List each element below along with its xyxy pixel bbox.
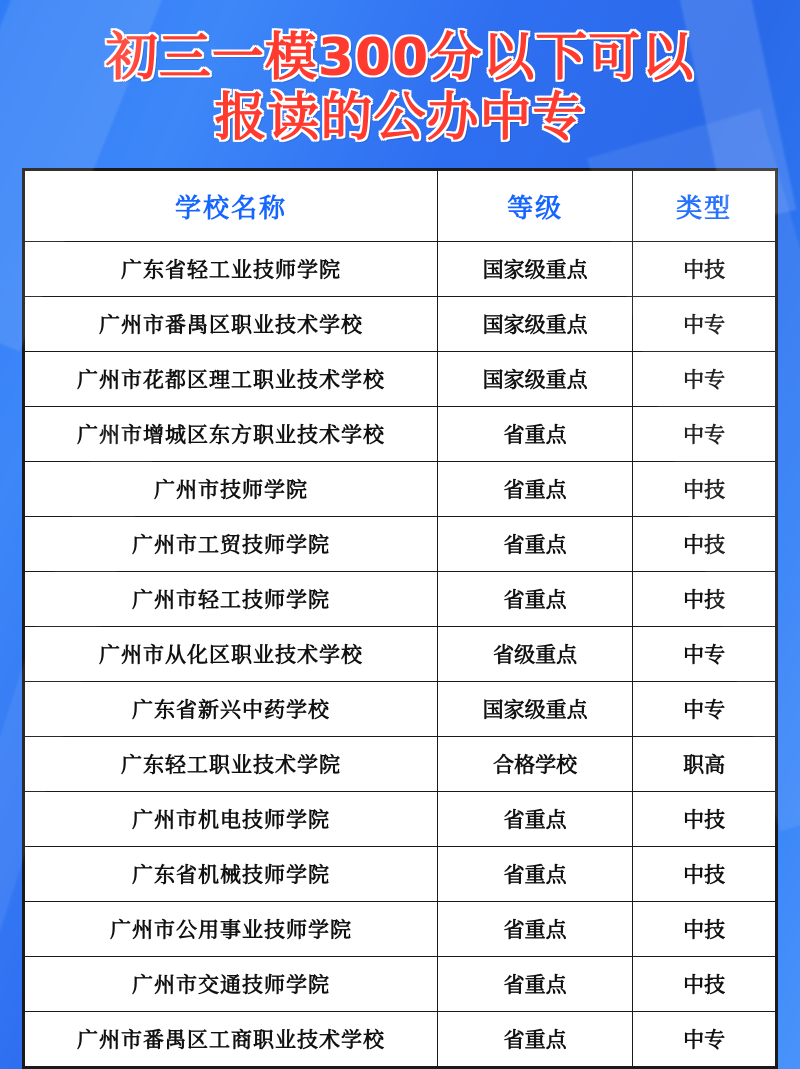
- cell-school-name: 广州市轻工技师学院: [25, 572, 438, 627]
- cell-school-name: 广东省轻工业技师学院: [25, 242, 438, 297]
- cell-school-name: 广州市番禺区职业技术学校: [25, 297, 438, 352]
- table-row: [25, 737, 776, 792]
- cell-school-name: 广州市工贸技师学院: [25, 517, 438, 572]
- cell-level: 国家级重点: [438, 682, 633, 737]
- cell-school-name: 广州市交通技师学院: [25, 957, 438, 1012]
- table-row: [25, 792, 776, 847]
- column-header-level: 等级: [438, 171, 633, 242]
- cell-type: 中技: [633, 957, 776, 1012]
- cell-type: 中专: [633, 627, 776, 682]
- cell-type: 中技: [633, 792, 776, 847]
- cell-level: 国家级重点: [438, 242, 633, 297]
- table-row: [25, 1012, 776, 1067]
- cell-type: 中专: [633, 407, 776, 462]
- cell-school-name: 广东轻工职业技术学院: [25, 737, 438, 792]
- page-title-line-1: 初三一模300分以下可以: [105, 28, 695, 88]
- cell-school-name: 广东省新兴中药学校: [25, 682, 438, 737]
- cell-type: 中专: [633, 682, 776, 737]
- cell-type: 中技: [633, 847, 776, 902]
- cell-level: 省重点: [438, 957, 633, 1012]
- cell-school-name: 广州市增城区东方职业技术学校: [25, 407, 438, 462]
- cell-level: 省重点: [438, 517, 633, 572]
- cell-type: 中技: [633, 462, 776, 517]
- cell-level: 省重点: [438, 407, 633, 462]
- cell-type: 中技: [633, 242, 776, 297]
- cell-level: 省重点: [438, 902, 633, 957]
- table-row: [25, 902, 776, 957]
- table-row: [25, 572, 776, 627]
- table-row: [25, 627, 776, 682]
- cell-school-name: 广州市花都区理工职业技术学校: [25, 352, 438, 407]
- page-title-line-2: 报读的公办中专: [214, 88, 586, 148]
- cell-level: 省重点: [438, 1012, 633, 1067]
- cell-school-name: 广州市机电技师学院: [25, 792, 438, 847]
- cell-level: 省重点: [438, 792, 633, 847]
- cell-school-name: 广州市从化区职业技术学校: [25, 627, 438, 682]
- cell-type: 中技: [633, 517, 776, 572]
- cell-type: 中专: [633, 1012, 776, 1067]
- cell-level: 省重点: [438, 572, 633, 627]
- cell-level: 省重点: [438, 847, 633, 902]
- cell-type: 中专: [633, 352, 776, 407]
- cell-type: 职高: [633, 737, 776, 792]
- table-row: [25, 517, 776, 572]
- table-row: [25, 957, 776, 1012]
- column-header-type: 类型: [633, 171, 776, 242]
- column-header-school-name: 学校名称: [25, 171, 438, 242]
- cell-school-name: 广东省机械技师学院: [25, 847, 438, 902]
- cell-school-name: 广州市技师学院: [25, 462, 438, 517]
- table-row: [25, 847, 776, 902]
- cell-school-name: 广州市公用事业技师学院: [25, 902, 438, 957]
- cell-level: 国家级重点: [438, 352, 633, 407]
- cell-level: 省级重点: [438, 627, 633, 682]
- cell-school-name: 广州市番禺区工商职业技术学校: [25, 1012, 438, 1067]
- table-row: [25, 682, 776, 737]
- cell-level: 合格学校: [438, 737, 633, 792]
- cell-type: 中技: [633, 572, 776, 627]
- cell-type: 中专: [633, 297, 776, 352]
- cell-type: 中技: [633, 902, 776, 957]
- cell-level: 国家级重点: [438, 297, 633, 352]
- cell-level: 省重点: [438, 462, 633, 517]
